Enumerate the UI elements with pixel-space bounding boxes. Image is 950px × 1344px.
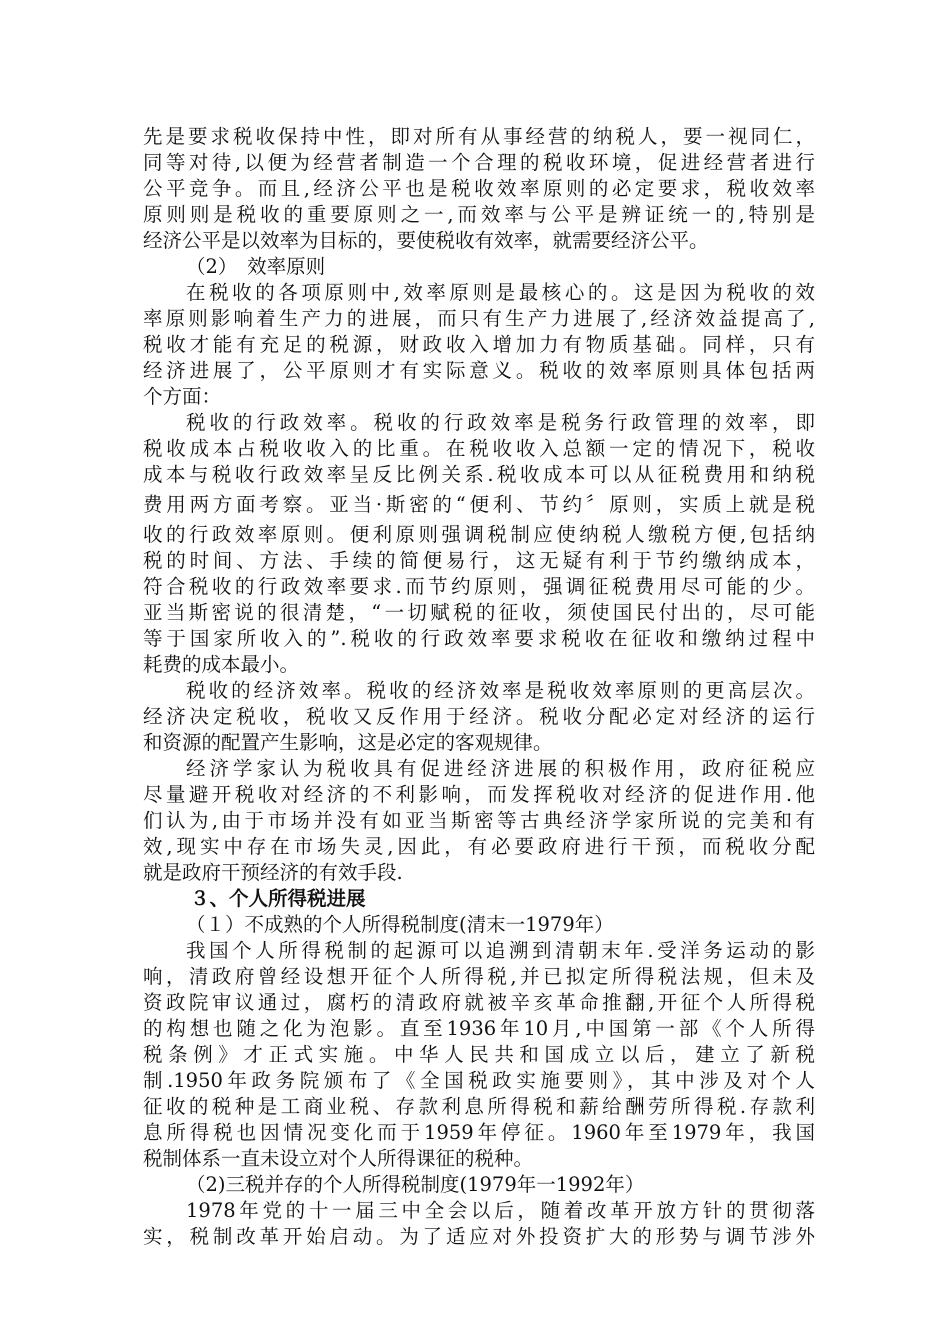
- section-subheading: （１）不成熟的个人所得税制度(清末一1979年）: [186, 913, 614, 936]
- text-line: 收的行政效率原则。便利原则强调税制应使纳税人缴税方便,包括纳: [143, 523, 815, 546]
- text-line: 经济进展了，公平原则才有实际意义。税收的效率原则具体包括两: [143, 359, 815, 382]
- text-line: 税收成本占税收收入的比重。在税收收入总额一定的情况下，税收: [143, 437, 815, 460]
- section-subheading: （2)三税并存的个人所得税制度(1979年一1992年）: [186, 1173, 645, 1196]
- text-line: 1978年党的十一届三中全会以后，随着改革开放方针的贯彻落: [186, 1199, 815, 1222]
- text-line: 同等对待,以便为经营者制造一个合理的税收环境，促进经营者进行: [143, 151, 815, 174]
- text-line: 资政院审议通过，腐朽的清政府就被辛亥革命推翻,开征个人所得税: [143, 991, 815, 1014]
- text-line: 亚当斯密说的很清楚，“一切赋税的征收，须使国民付出的，尽可能: [143, 601, 815, 624]
- text-line: 费用两方面考察。亚当·斯密的“便利、节约〞原则，实质上就是税: [143, 493, 815, 516]
- text-line: 在税收的各项原则中,效率原则是最核心的。这是因为税收的效: [186, 281, 815, 304]
- text-line: 成本与税收行政效率呈反比例关系.税收成本可以从征税费用和纳税: [143, 463, 815, 486]
- text-line: 税收才能有充足的税源，财政收入增加力有物质基础。同样，只有: [143, 333, 815, 356]
- text-line: 制.1950年政务院颁布了《全国税政实施要则》，其中涉及对个人: [143, 1069, 815, 1092]
- text-line: 经济学家认为税收具有促进经济进展的积极作用，政府征税应: [186, 757, 815, 780]
- text-line: 个方面：: [143, 385, 222, 408]
- text-line: 税收的行政效率。税收的行政效率是税务行政管理的效率，即: [186, 411, 815, 434]
- text-line: 经济决定税收，税收又反作用于经济。税收分配必定对经济的运行: [143, 705, 815, 728]
- text-line: 耗费的成本最小。: [143, 653, 300, 676]
- text-line: 尽量避开税收对经济的不利影响，而发挥税收对经济的促进作用.他: [143, 783, 815, 806]
- text-line: 率原则影响着生产力的进展，而只有生产力进展了,经济效益提高了,: [143, 307, 815, 330]
- text-line: 公平竞争。而且,经济公平也是税收效率原则的必定要求，税收效率: [143, 177, 815, 200]
- text-line: 和资源的配置产生影响，这是必定的客观规律。: [143, 731, 553, 754]
- text-line: 实，税制改革开始启动。为了适应对外投资扩大的形势与调节涉外: [143, 1225, 815, 1248]
- text-line: 就是政府干预经济的有效手段.: [143, 861, 403, 884]
- text-line: 原则则是税收的重要原则之一,而效率与公平是辨证统一的,特别是: [143, 203, 815, 226]
- text-line: 的构想也随之化为泡影。直至1936年10月,中国第一部《个人所得: [143, 1017, 815, 1040]
- section-subheading: （2） 效率原则: [186, 255, 326, 278]
- text-line: 效,现实中存在市场失灵,因此，有必要政府进行干预，而税收分配: [143, 835, 815, 858]
- text-line: 税收的经济效率。税收的经济效率是税收效率原则的更高层次。: [186, 679, 815, 702]
- text-line: 税条例》才正式实施。中华人民共和国成立以后，建立了新税: [143, 1043, 815, 1066]
- section-heading: ３、个人所得税进展: [190, 887, 366, 910]
- text-line: 经济公平是以效率为目标的，要使税收有效率，就需要经济公平。: [143, 229, 709, 252]
- text-line: 我国个人所得税制的起源可以追溯到清朝末年.受洋务运动的影: [186, 939, 815, 962]
- text-line: 响，清政府曾经设想开征个人所得税,并已拟定所得税法规，但未及: [143, 965, 815, 988]
- text-line: 符合税收的行政效率要求.而节约原则，强调征税费用尽可能的少。: [143, 575, 815, 598]
- text-line: 等于国家所收入的”.税收的行政效率要求税收在征收和缴纳过程中: [143, 627, 815, 650]
- text-line: 税的时间、方法、手续的简便易行，这无疑有利于节约缴纳成本，: [143, 549, 815, 572]
- text-line: 先是要求税收保持中性，即对所有从事经营的纳税人，要一视同仁，: [143, 125, 815, 148]
- text-line: 们认为,由于市场并没有如亚当斯密等古典经济学家所说的完美和有: [143, 809, 815, 832]
- text-line: 税制体系一直未设立对个人所得课征的税种。: [143, 1147, 534, 1170]
- text-line: 征收的税种是工商业税、存款利息所得税和薪给酬劳所得税.存款利: [143, 1095, 815, 1118]
- text-line: 息所得税也因情况变化而于1959年停征。1960年至1979年，我国: [143, 1121, 815, 1144]
